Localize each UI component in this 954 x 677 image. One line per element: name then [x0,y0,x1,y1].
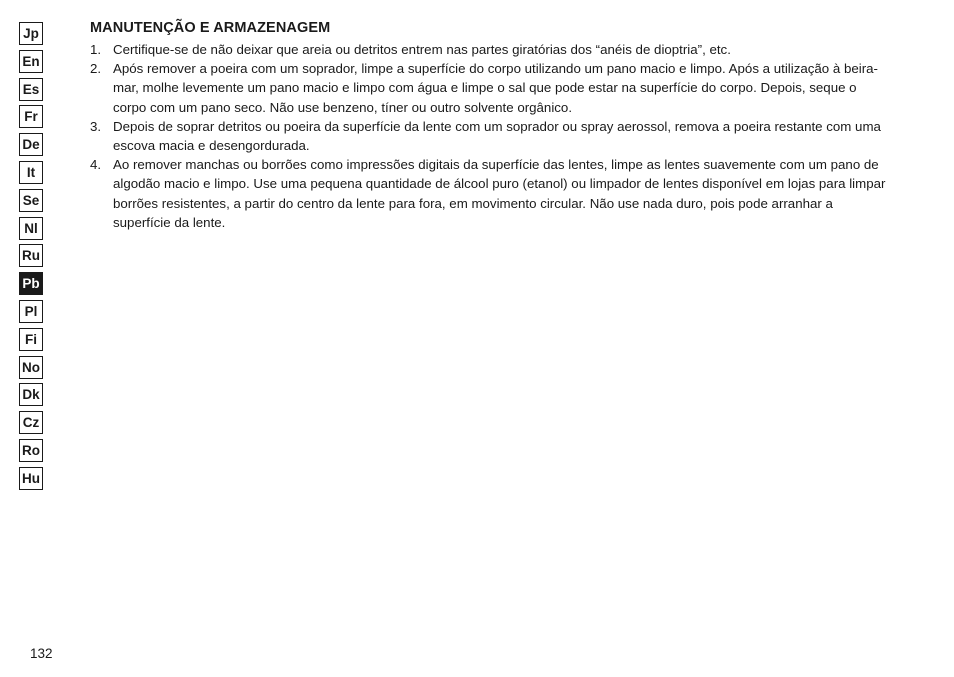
language-tab-de[interactable]: De [19,133,43,156]
list-item-text: Certifique-se de não deixar que areia ou detritos entrem nas partes giratórias dos “anéis de dioptria”, etc. [113,42,731,57]
list-item [90,40,890,59]
language-tab-pb-active[interactable]: Pb [19,272,43,295]
list-item [90,117,890,155]
language-tab-en[interactable]: En [19,50,43,73]
list-item-text: Ao remover manchas ou borrões como impressões digitais da superfície das lentes, limpe as lentes suavemente com um pano de algodão macio e limpo. Use uma pequena quantidade de álcool puro (etanol) ou limpador de lentes disponível em lojas para limpar borrões resistentes, a partir do centro da lente para fora, em movimento circular. Não use nada duro, pois pode arranhar a superfície da lente. [113,157,886,230]
list-item-number: 2. [90,61,102,77]
language-tab-fi[interactable]: Fi [19,328,43,351]
list-item [90,59,890,117]
maintenance-steps-list [90,40,890,232]
language-tab-nl[interactable]: Nl [19,217,43,240]
language-tab-fr[interactable]: Fr [19,105,43,128]
section-title: MANUTENÇÃO E ARMAZENAGEM [90,20,331,36]
list-item-number: 4. [90,157,102,173]
language-tab-dk[interactable]: Dk [19,383,43,406]
language-tab-cz[interactable]: Cz [19,411,43,434]
main-content [90,18,890,232]
language-tab-ru[interactable]: Ru [19,244,43,267]
list-item-number: 3. [90,118,102,134]
list-item-number: 1. [90,42,102,57]
page-number: 132 [30,646,53,661]
list-item [90,155,890,232]
language-tab-jp[interactable]: Jp [19,22,43,45]
language-tab-pl[interactable]: Pl [19,300,43,323]
language-tab-hu[interactable]: Hu [19,467,43,490]
language-tab-se[interactable]: Se [19,189,43,212]
language-tab-ro[interactable]: Ro [19,439,43,462]
language-tab-no[interactable]: No [19,356,43,379]
language-tab-it[interactable]: It [19,161,43,184]
language-tab-es[interactable]: Es [19,78,43,101]
list-item-text: Após remover a poeira com um soprador, limpe a superfície do corpo utilizando um pano macio e limpo. Após a utilização à beira-mar, molhe levemente um pano macio e limpo com água e limpe o sal que pode estar na superfície do corpo. Depois, seque o corpo com um pano seco. Não use benzeno, tíner ou outro solvente orgânico. [113,61,878,115]
list-item-text: Depois de soprar detritos ou poeira da superfície da lente com um soprador ou spray aerossol, remova a poeira restante com uma escova macia e desengordurada. [113,118,881,154]
